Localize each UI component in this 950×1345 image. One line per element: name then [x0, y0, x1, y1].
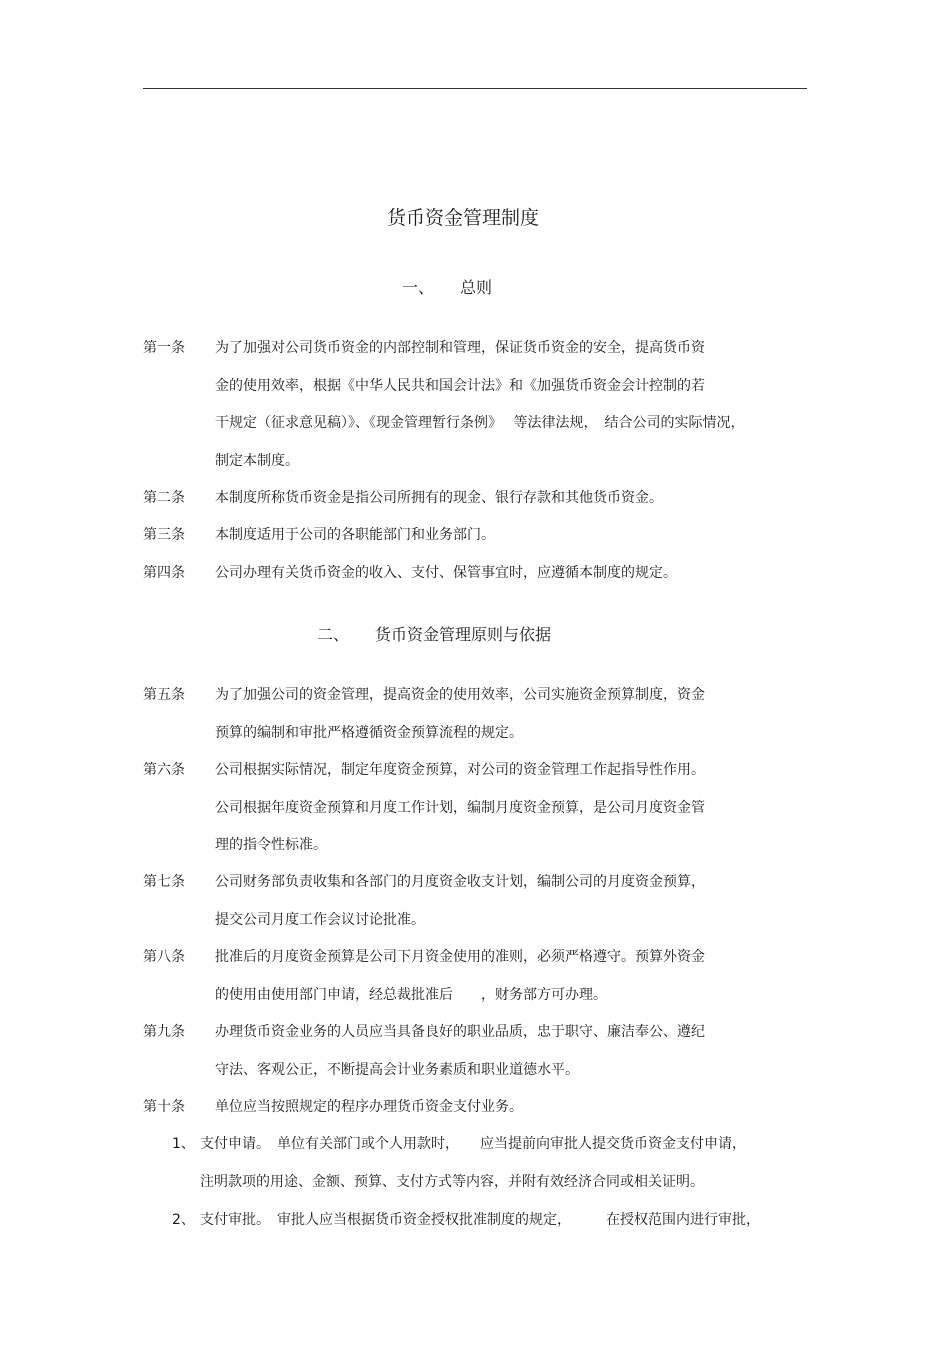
- article-text-line: 制定本制度。: [215, 452, 299, 469]
- article-label: 第二条: [143, 490, 185, 506]
- article-label: 第六条: [143, 762, 185, 778]
- article-text-line: 理的指令性标准。: [215, 837, 327, 853]
- article-text-line: 本制度适用于公司的各职能部门和业务部门。: [215, 527, 495, 543]
- article-text-line: 守法、客观公正，不断提高会计业务素质和职业道德水平。: [215, 1061, 579, 1078]
- item-number: 2、: [172, 1212, 195, 1228]
- article-label: 第三条: [143, 527, 185, 543]
- section-number: 二、: [317, 625, 350, 644]
- article-text-line: 干规定（征求意见稿）》、《现金管理暂行条例》 等法律法规， 结合公司的实际情况，: [215, 415, 745, 431]
- article-text-line: 金的使用效率，根据《中华人民共和国会计法》和《加强货币资金会计控制的若: [215, 377, 705, 394]
- article-label: 第四条: [143, 565, 185, 581]
- article-text-line: 公司根据年度资金预算和月度工作计划，编制月度资金预算，是公司月度资金管: [215, 799, 705, 816]
- article-text-line: 提交公司月度工作会议讨论批准。: [215, 911, 425, 928]
- article-text-line: 预算的编制和审批严格遵循资金预算流程的规定。: [215, 724, 523, 741]
- article-text-line: 为了加强公司的资金管理，提高资金的使用效率，公司实施资金预算制度，资金: [215, 687, 705, 703]
- document-title: 货币资金管理制度: [387, 207, 540, 229]
- article-label: 第五条: [143, 687, 185, 703]
- item-number: 1、: [172, 1136, 195, 1152]
- item-text-line: 注明款项的用途、金额、预算、支付方式等内容，并附有效经济合同或相关证明。: [200, 1173, 704, 1190]
- section-heading: 货币资金管理原则与依据: [375, 625, 552, 644]
- article-text-line: 批准后的月度资金预算是公司下月资金使用的准则，必须严格遵守。预算外资金: [215, 949, 705, 965]
- section-heading: 总则: [460, 278, 493, 297]
- article-label: 第九条: [143, 1024, 185, 1040]
- article-text-line: 公司根据实际情况，制定年度资金预算，对公司的资金管理工作起指导性作用。: [215, 762, 705, 778]
- article-label: 第十条: [143, 1099, 185, 1115]
- article-text-line: 本制度所称货币资金是指公司所拥有的现金、银行存款和其他货币资金。: [215, 490, 663, 506]
- article-text-line: 公司财务部负责收集和各部门的月度资金收支计划，编制公司的月度资金预算，: [215, 874, 705, 890]
- article-text-line: 单位应当按照规定的程序办理货币资金支付业务。: [215, 1099, 523, 1115]
- article-text-line: 公司办理有关货币资金的收入、支付、保管事宜时，应遵循本制度的规定。: [215, 565, 677, 581]
- article-text-line: 的使用由使用部门申请，经总裁批准后 ，财务部方可办理。: [215, 986, 607, 1003]
- header-rule: [143, 88, 807, 89]
- item-text-line: 支付申请。 单位有关部门或个人用款时， 应当提前向审批人提交货币资金支付申请，: [200, 1136, 746, 1152]
- item-text-line: 支付审批。 审批人应当根据货币资金授权批准制度的规定， 在授权范围内进行审批，: [200, 1212, 760, 1228]
- article-text-line: 为了加强对公司货币资金的内部控制和管理，保证货币资金的安全，提高货币资: [215, 340, 705, 356]
- section-number: 一、: [402, 278, 435, 297]
- article-label: 第八条: [143, 949, 185, 965]
- article-label: 第七条: [143, 874, 185, 890]
- article-text-line: 办理货币资金业务的人员应当具备良好的职业品质，忠于职守、廉洁奉公、遵纪: [215, 1024, 705, 1040]
- article-label: 第一条: [143, 340, 185, 356]
